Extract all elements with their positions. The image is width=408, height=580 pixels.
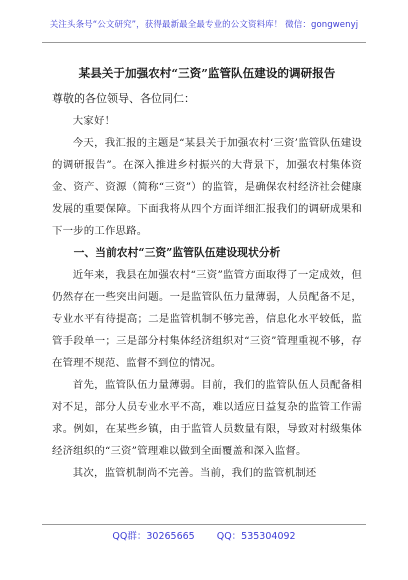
header-banner: 关注头条号“公文研究”，获得最新最全最专业的公文资料库！ 微信：gongwenyj bbox=[49, 20, 359, 30]
body-paragraph: 首先，监管队伍力量薄弱。目前，我们的监管队伍人员配备相对不足，部分人员专业水平不高，难以适应日益复杂的监管工作需求。例如，在某些乡镇，由于监管人员数量有限，导致对村级集体经济组织的“三资”管理难以做到全面覆盖和深入监督。 bbox=[52, 379, 362, 457]
document-body bbox=[52, 64, 362, 484]
salutation: 尊敬的各位领导、各位同仁： bbox=[52, 92, 195, 105]
intro-paragraph: 今天，我汇报的主题是“某县关于加强农村‘三资’监管队伍建设的调研报告”。在深入推进乡村振兴的大背景下，加强农村集体资金、资产、资源（简称“三资”）的监管，是确保农村经济社会健康发展的重要保障。下面我将从四个方面详细汇报我们的调研成果和下一步的工作思路。 bbox=[52, 137, 362, 237]
page-header bbox=[0, 0, 408, 52]
greeting: 大家好！ bbox=[72, 115, 116, 127]
page-footer bbox=[0, 528, 408, 546]
section-heading: 一、当前农村“三资”监管队伍建设现状分析 bbox=[73, 246, 281, 259]
qq-group-text: QQ群：30265665 bbox=[112, 531, 195, 542]
footer-divider bbox=[42, 524, 366, 525]
document-title: 某县关于加强农村“三资”监管队伍建设的调研报告 bbox=[78, 66, 336, 80]
header-divider bbox=[42, 42, 366, 43]
body-paragraph: 近年来，我县在加强农村“三资”监管方面取得了一定成效，但仍然存在一些突出问题。一是监管队伍力量薄弱，人员配备不足，专业水平有待提高；二是监管机制不够完善，信息化水平较低，监管手段单一；三是部分村集体经济组织对“三资”管理重视不够，存在管理不规范、监督不到位的情况。 bbox=[52, 269, 362, 369]
qq-contact-text: QQ：535304092 bbox=[216, 531, 296, 542]
body-paragraph: 其次，监管机制尚不完善。当前，我们的监管机制还 bbox=[72, 467, 317, 479]
